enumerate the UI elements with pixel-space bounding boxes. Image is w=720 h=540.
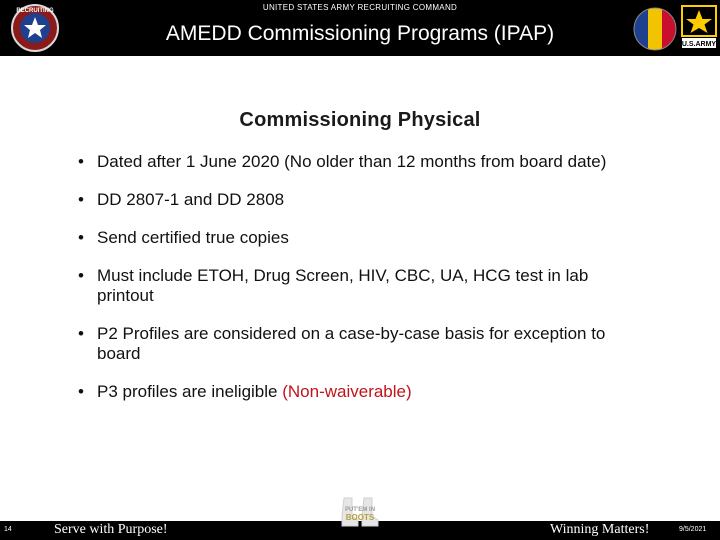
list-item — [78, 324, 638, 364]
list-item-text: P3 profiles are ineligible — [97, 382, 283, 401]
recruiting-logo-text: RECRUITING — [16, 8, 54, 14]
list-item-text: Must include ETOH, Drug Screen, HIV, CBC, UA, HCG test in lab printout — [97, 266, 589, 305]
list-item — [78, 190, 638, 210]
bullet-icon: • — [78, 324, 84, 343]
footer-motto-right: Winning Matters! — [550, 522, 650, 537]
footer-motto-left: Serve with Purpose! — [54, 522, 168, 537]
bullet-icon: • — [78, 190, 84, 209]
non-waiverable-note: (Non-waiverable) — [282, 382, 412, 401]
us-army-star-logo — [680, 4, 718, 50]
requirements-list — [78, 152, 638, 420]
branch-flag-icon — [632, 6, 678, 52]
page-number: 14 — [4, 526, 12, 533]
footer-date: 9/5/2021 — [679, 526, 707, 533]
list-item-text: DD 2807-1 and DD 2808 — [97, 190, 285, 209]
bullet-icon: • — [78, 228, 84, 247]
bullet-icon: • — [78, 266, 84, 285]
list-item-text: Dated after 1 June 2020 (No older than 12 months from board date) — [97, 152, 607, 171]
footer-divider — [488, 521, 528, 540]
list-item-text: P2 Profiles are considered on a case-by-case basis for exception to board — [97, 324, 606, 363]
bullet-icon: • — [78, 152, 84, 171]
slide-title: AMEDD Commissioning Programs (IPAP) — [165, 22, 555, 45]
bullet-icon: • — [78, 382, 84, 401]
list-item — [78, 152, 638, 172]
list-item — [78, 266, 638, 306]
us-army-logo-text: U.S.ARMY — [681, 41, 717, 48]
boots-logo — [334, 494, 386, 534]
section-heading: Commissioning Physical — [239, 109, 481, 131]
list-item-text: Send certified true copies — [97, 228, 289, 247]
boots-logo-line1: PUT'EM IN — [344, 507, 376, 513]
list-item — [78, 228, 638, 248]
organization-name: UNITED STATES ARMY RECRUITING COMMAND — [262, 3, 458, 12]
boots-logo-line2: BOOTS — [345, 513, 375, 522]
list-item — [78, 382, 638, 402]
footer-divider — [200, 521, 240, 540]
